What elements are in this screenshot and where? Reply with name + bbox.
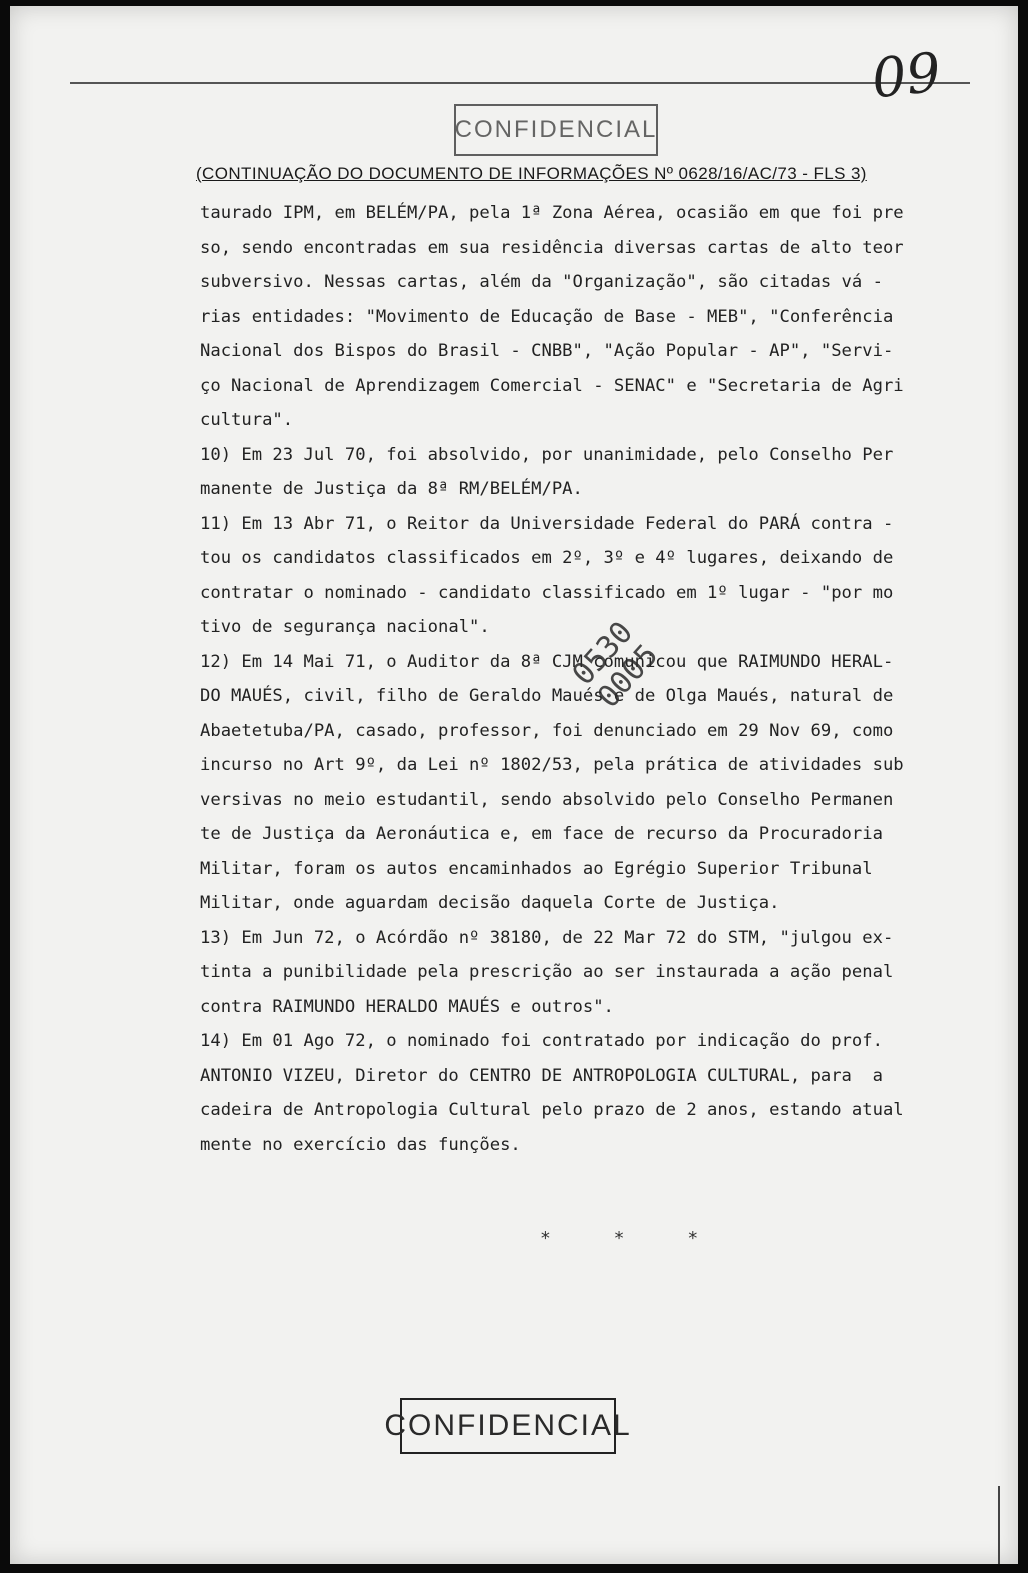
text-line: Abaetetuba/PA, casado, professor, foi denunciado em 29 Nov 69, como	[200, 720, 894, 741]
text-line: tou os candidatos classificados em 2º, 3º e 4º lugares, deixando de	[200, 548, 894, 568]
text-line: tinta a punibilidade pela prescrição ao ser instaurada a ação penal	[200, 962, 894, 982]
archive-watermark: 0530 0005	[565, 614, 666, 715]
text-line: ANTONIO VIZEU, Diretor do CENTRO DE ANTROPOLOGIA CULTURAL, para a	[200, 1065, 883, 1086]
text-line: cadeira de Antropologia Cultural pelo prazo de 2 anos, estando atual	[200, 1100, 904, 1120]
text-line: Militar, onde aguardam decisão daquela Corte de Justiça.	[200, 893, 780, 913]
text-line: Nacional dos Bispos do Brasil - CNBB", "Ação Popular - AP", "Servi-	[200, 341, 894, 361]
text-line: DO MAUÉS, civil, filho de Geraldo Maués e de Olga Maués, natural de	[200, 686, 894, 706]
text-line: subversivo. Nessas cartas, além da "Organização", são citadas vá -	[200, 272, 883, 292]
text-line: tivo de segurança nacional".	[200, 617, 490, 637]
text-line: mente no exercício das funções.	[200, 1134, 521, 1155]
confidential-stamp-bottom: CONFIDENCIAL	[400, 1398, 616, 1454]
text-line: 13) Em Jun 72, o Acórdão nº 38180, de 22 Mar 72 do STM, "julgou ex-	[200, 927, 894, 948]
text-line: contratar o nominado - candidato classificado em 1º lugar - "por mo	[200, 582, 894, 603]
text-line: Militar, foram os autos encaminhados ao Egrégio Superior Tribunal	[200, 858, 873, 879]
document-page	[10, 6, 1018, 1564]
text-line: 11) Em 13 Abr 71, o Reitor da Universidade Federal do PARÁ contra -	[200, 513, 894, 534]
text-line: versivas no meio estudantil, sendo absolvido pelo Conselho Permanen	[200, 789, 894, 810]
section-separator: * * *	[540, 1228, 725, 1249]
text-line: so, sendo encontradas em sua residência diversas cartas de alto teor	[200, 237, 904, 258]
text-line: incurso no Art 9º, da Lei nº 1802/53, pela prática de atividades sub	[200, 755, 904, 775]
document-header: (CONTINUAÇÃO DO DOCUMENTO DE INFORMAÇÕES Nº 0628/16/AC/73 - FLS 3)	[196, 164, 867, 183]
page-edge-mark	[998, 1486, 1000, 1564]
text-line: 10) Em 23 Jul 70, foi absolvido, por unanimidade, pelo Conselho Per	[200, 444, 894, 465]
text-line: contra RAIMUNDO HERALDO MAUÉS e outros".	[200, 996, 614, 1017]
text-line: 12) Em 14 Mai 71, o Auditor da 8ª CJM comunicou que RAIMUNDO HERAL-	[200, 651, 894, 672]
text-line: te de Justiça da Aeronáutica e, em face de recurso da Procuradoria	[200, 824, 883, 844]
top-rule	[70, 82, 970, 84]
text-line: 14) Em 01 Ago 72, o nominado foi contratado por indicação do prof.	[200, 1031, 883, 1051]
text-line: taurado IPM, em BELÉM/PA, pela 1ª Zona Aérea, ocasião em que foi pre	[200, 203, 904, 223]
text-line: cultura".	[200, 410, 294, 430]
text-line: ço Nacional de Aprendizagem Comercial - SENAC" e "Secretaria de Agri	[200, 375, 904, 396]
confidential-stamp-top: CONFIDENCIAL	[454, 104, 658, 156]
text-line: rias entidades: "Movimento de Educação de Base - MEB", "Conferência	[200, 306, 894, 327]
page-number-mark: 09	[868, 40, 944, 111]
text-line: manente de Justiça da 8ª RM/BELÉM/PA.	[200, 479, 583, 499]
